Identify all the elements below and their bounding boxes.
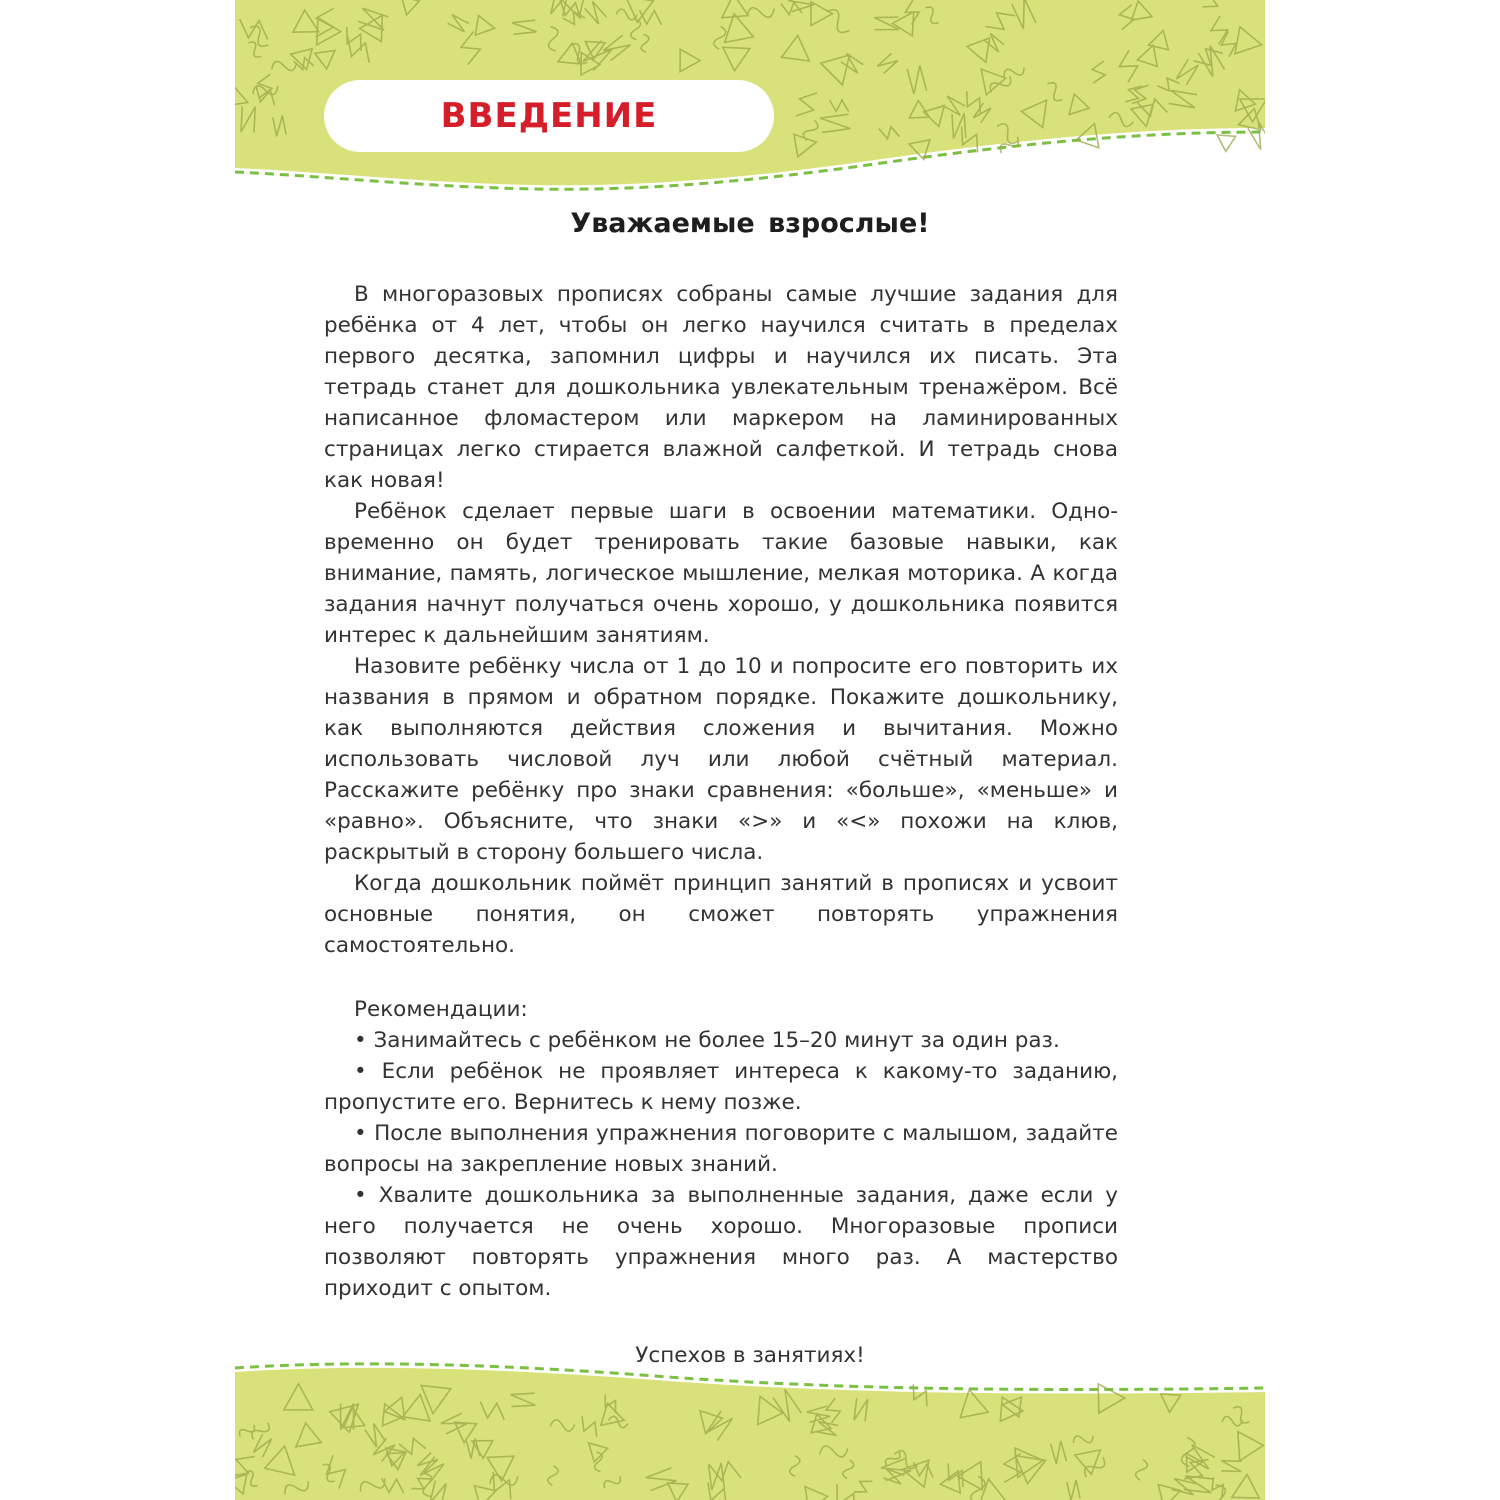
doodle <box>1217 135 1236 151</box>
closing-text: Успехов в занятиях! <box>635 1343 865 1368</box>
section-title-pill <box>324 80 774 152</box>
bottom-band <box>235 1368 1265 1500</box>
recommendation-item: • Занимайтесь с ребёнком не более 15–20 минут за один раз. <box>354 1028 1060 1053</box>
recommendation-item: • Если ребёнок не проявляет интереса к какому-то заданию, пропустите его. Вернитесь к нему позже. <box>324 1059 1118 1115</box>
page <box>235 0 1265 1500</box>
recommendations-title: Рекомендации: <box>354 997 528 1022</box>
recommendation-item: • После выполнения упражнения поговорите с малышом, задайте вопросы на закрепление новых знаний. <box>324 1121 1118 1177</box>
paragraph: В многоразовых прописях собраны самые лучшие задания для ребёнка от 4 лет, чтобы он легко научился считать в пределах первого десятка, запомнил цифры и научился их писать. Эта тетрадь станет для дошкольника увлекательным тренажёром. Всё написанное фломастером или маркером на ламинированных страницах легко стирается влажной салфеткой. И тетрадь снова как новая! <box>324 282 1118 493</box>
recommendation-item: • Хвалите дошкольника за выполненные задания, даже если у него получается не очень хорошо. Многоразовые прописи позволяют повторять упражнения много раз. А мастерство приходит с опытом. <box>324 1183 1118 1301</box>
page-heading: Уважаемые взрослые! <box>570 208 930 239</box>
body-text <box>324 279 1118 1304</box>
paragraph: Назовите ребёнку числа от 1 до 10 и попросите его повторить их названия в прямом и обратном порядке. Покажите дошкольнику, как выполняются действия сложения и вычитания. Можно использовать числовой луч или любой счётный материал. Расскажите ребёнку про знаки сравнения: «больше», «меньше» и «равно». Объясните, что знаки «>» и «<» похожи на клюв, раскрытый в сторону большего числа. <box>324 654 1118 865</box>
section-title: ВВЕДЕНИЕ <box>440 96 658 136</box>
paragraph: Когда дошкольник поймёт принцип занятий в прописях и усвоит основные понятия, он сможет повторять упражнения самостоятельно. <box>324 871 1118 958</box>
paragraph: Ребёнок сделает первые шаги в освоении математики. Одновременно он будет тренировать такие базовые навыки, как внимание, память, логическое мышление, мелкая моторика. А когда задания начнут получаться очень хорошо, у дошкольника появится интерес к дальнейшим занятиям. <box>324 499 1118 648</box>
